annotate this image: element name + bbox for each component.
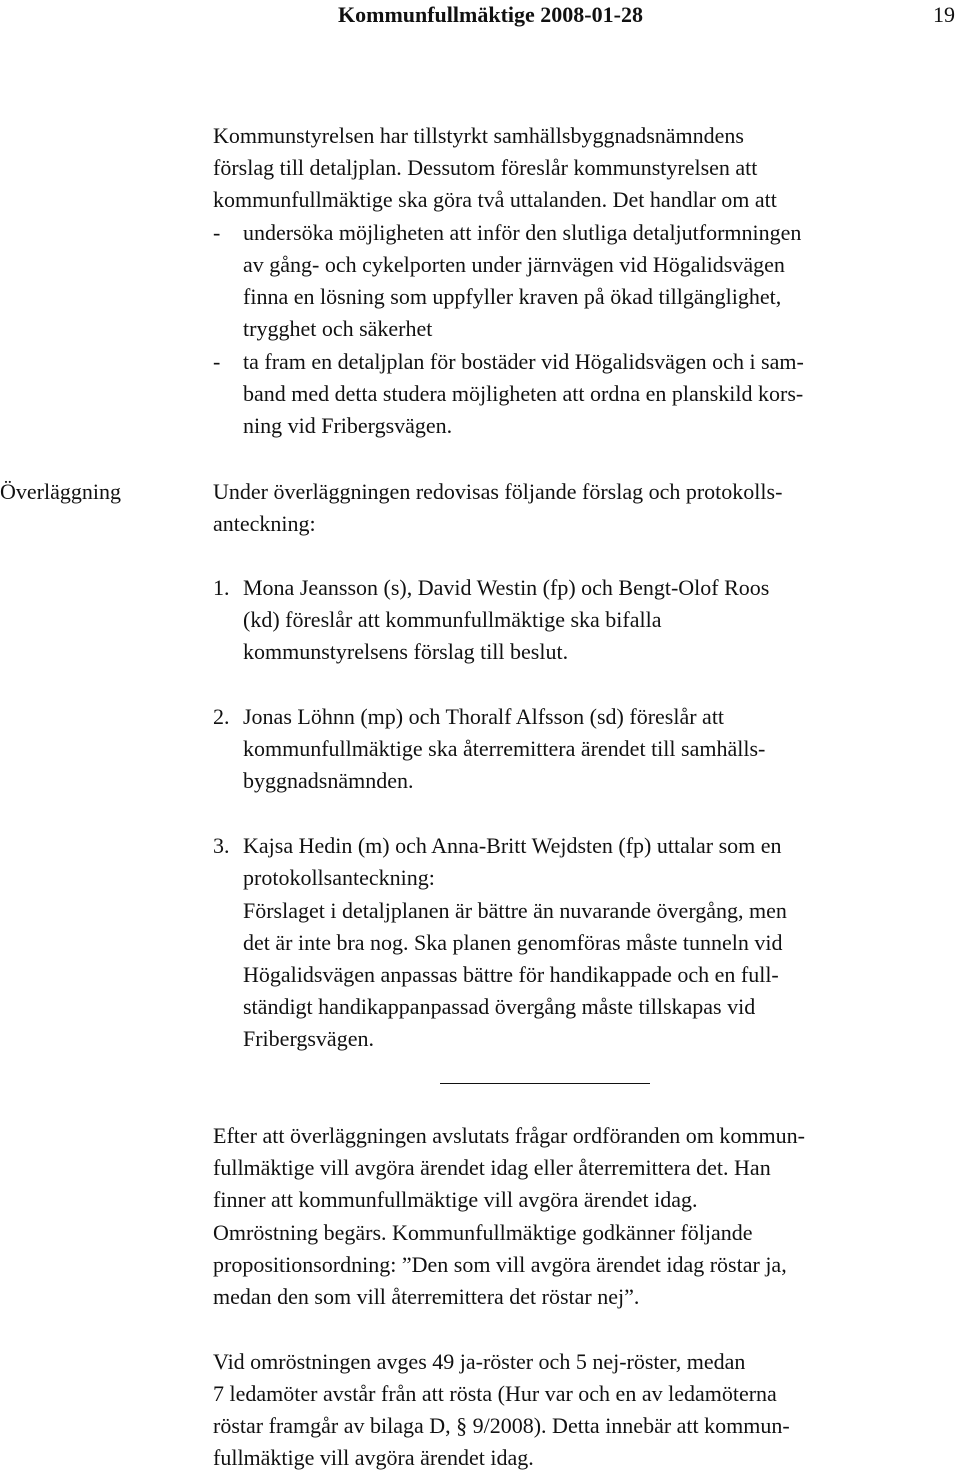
deliberation-line: anteckning: (213, 511, 316, 536)
page-number: 19 (933, 2, 955, 27)
bullet-line: av gång- och cykelporten under järnvägen vid Högalidsvägen (243, 252, 785, 277)
proposal-number: 3. (213, 833, 230, 858)
proposal-line: Jonas Löhnn (mp) och Thoralf Alfsson (sd) föreslår att (243, 704, 725, 729)
intro-line: Kommunstyrelsen har tillstyrkt samhällsbyggnadsnämndens (213, 123, 744, 148)
proposal-line: kommunstyrelsens förslag till beslut. (243, 639, 569, 664)
bullet-line: ning vid Fribergsvägen. (243, 413, 453, 438)
bullet-marker: - (213, 349, 221, 374)
proposal-line: Högalidsvägen anpassas bättre för handikappade och en full- (243, 962, 779, 987)
vote-line: 7 ledamöter avstår från att rösta (Hur var och en av ledamöterna (213, 1381, 777, 1406)
vote-line: fullmäktige vill avgöra ärendet idag. (213, 1445, 534, 1470)
proposal-line: Förslaget i detaljplanen är bättre än nuvarande övergång, men (243, 898, 787, 923)
page-header-title: Kommunfullmäktige 2008-01-28 (338, 2, 643, 27)
intro-line: kommunfullmäktige ska göra två uttalanden. Det handlar om att (213, 187, 777, 212)
conclusion-line: fullmäktige vill avgöra ärendet idag eller återremittera det. Han (213, 1155, 771, 1180)
bullet-line: band med detta studera möjligheten att ordna en planskild kors- (243, 381, 804, 406)
proposal-line: (kd) föreslår att kommunfullmäktige ska bifalla (243, 607, 662, 632)
proposal-line: kommunfullmäktige ska återremittera ärendet till samhälls- (243, 736, 766, 761)
bullet-line: ta fram en detaljplan för bostäder vid Högalidsvägen och i sam- (243, 349, 804, 374)
proposal-line: det är inte bra nog. Ska planen genomföras måste tunneln vid (243, 930, 783, 955)
proposal-line: ständigt handikappanpassad övergång måste tillskapas vid (243, 994, 756, 1019)
conclusion-line: Efter att överläggningen avslutats frågar ordföranden om kommun- (213, 1123, 805, 1148)
bullet-line: finna en lösning som uppfyller kraven på ökad tillgänglighet, (243, 284, 782, 309)
deliberation-line: Under överläggningen redovisas följande förslag och protokolls- (213, 479, 783, 504)
bullet-marker: - (213, 220, 221, 245)
vote-line: Vid omröstningen avges 49 ja-röster och 5 nej-röster, medan (213, 1349, 746, 1374)
conclusion-line: Omröstning begärs. Kommunfullmäktige godkänner följande (213, 1220, 753, 1245)
proposal-line: protokollsanteckning: (243, 865, 435, 890)
conclusion-line: propositionsordning: ”Den som vill avgöra ärendet idag röstar ja, (213, 1252, 787, 1277)
conclusion-line: finner att kommunfullmäktige vill avgöra ärendet idag. (213, 1187, 698, 1212)
proposal-number: 1. (213, 575, 230, 600)
proposal-number: 2. (213, 704, 230, 729)
bullet-line: undersöka möjligheten att inför den slutliga detaljutformningen (243, 220, 802, 245)
proposal-line: byggnadsnämnden. (243, 768, 414, 793)
conclusion-line: medan den som vill återremittera det röstar nej”. (213, 1284, 640, 1309)
intro-line: förslag till detaljplan. Dessutom föreslår kommunstyrelsen att (213, 155, 758, 180)
proposal-line: Mona Jeansson (s), David Westin (fp) och Bengt-Olof Roos (243, 575, 770, 600)
proposal-line: Kajsa Hedin (m) och Anna-Britt Wejdsten (fp) uttalar som en (243, 833, 782, 858)
vote-line: röstar framgår av bilaga D, § 9/2008). Detta innebär att kommun- (213, 1413, 790, 1438)
section-divider (440, 1083, 650, 1084)
proposal-line: Fribergsvägen. (243, 1026, 374, 1051)
margin-label: Överläggning (0, 479, 121, 504)
bullet-line: trygghet och säkerhet (243, 316, 433, 341)
